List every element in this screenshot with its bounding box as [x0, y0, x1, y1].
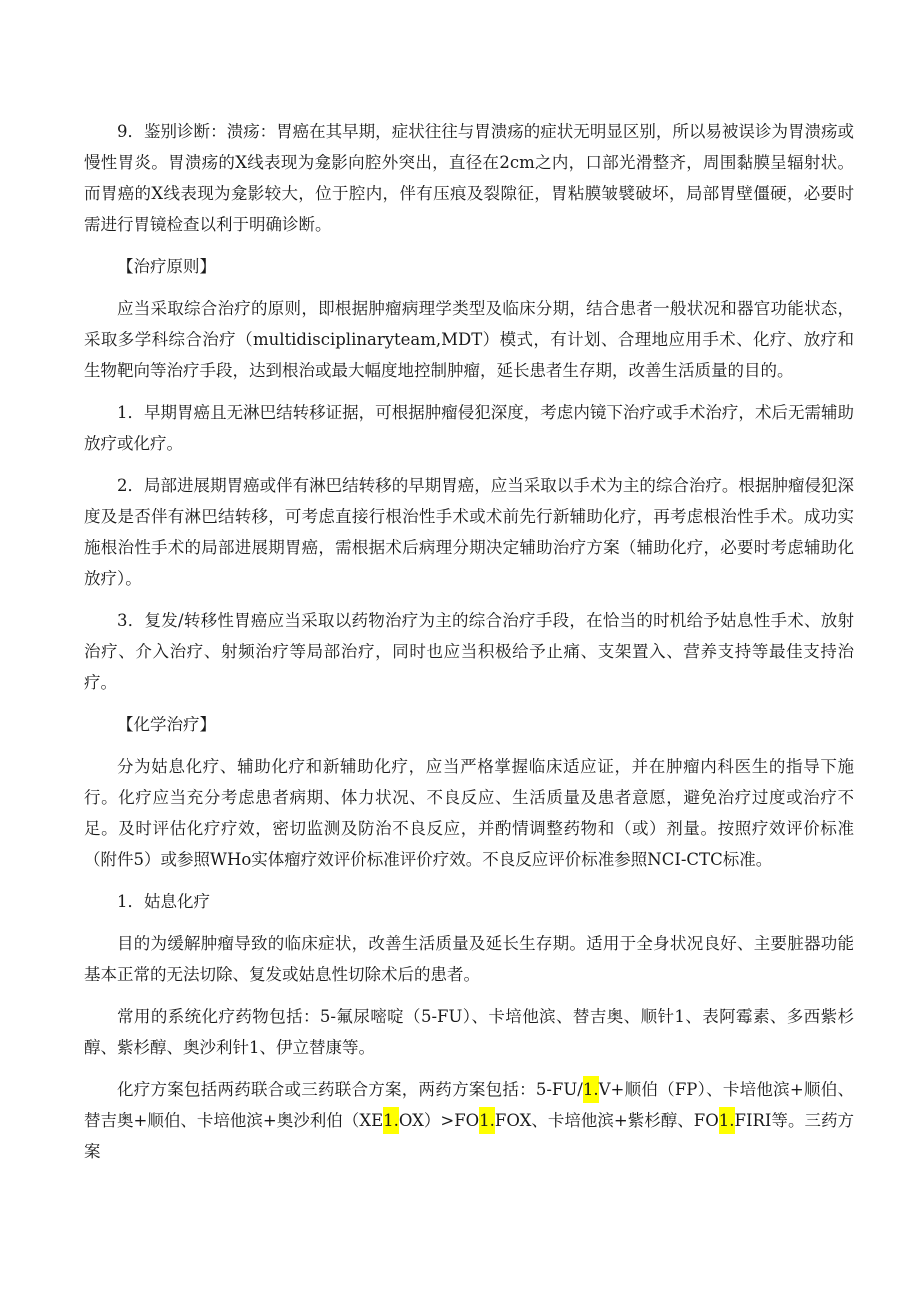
regimen-text-5: FIRI等。三药方案 [84, 1111, 854, 1161]
regimen-text-3: OX）>FO [398, 1111, 480, 1130]
heading-chemotherapy: 【化学治疗】 [117, 715, 216, 734]
highlight-mark: 1. [719, 1107, 735, 1134]
paragraph-comprehensive-treatment: 应当采取综合治疗的原则，即根据肿瘤病理学类型及临床分期，结合患者一般状况和器官功能状态，采取多学科综合治疗（multidisciplinaryteam,MDT）模式，有计划、合理地应用手术、化疗、放疗和生物靶向等治疗手段，达到根治或最大幅度地控制肿瘤，延长患者生存期，改善生活质量的目的。 [84, 299, 854, 380]
paragraph-palliative-purpose: 目的为缓解肿瘤导致的临床症状，改善生活质量及延长生存期。适用于全身状况良好、主要脏器功能基本正常的无法切除、复发或姑息性切除术后的患者。 [84, 934, 854, 984]
document-page [84, 116, 854, 1178]
paragraph-recurrent-metastatic: 3．复发/转移性胃癌应当采取以药物治疗为主的综合治疗手段，在恰当的时机给予姑息性手术、放射治疗、介入治疗、射频治疗等局部治疗，同时也应当积极给予止痛、支架置入、营养支持等最佳支持治疗。 [84, 611, 854, 692]
paragraph-common-drugs: 常用的系统化疗药物包括：5-氟尿嘧啶（5-FU）、卡培他滨、替吉奥、顺针1、表阿霉素、多西紫杉醇、紫杉醇、奥沙利针1、伊立替康等。 [84, 1007, 854, 1057]
regimen-text-1: 化疗方案包括两药联合或三药联合方案，两药方案包括：5-FU/ [117, 1080, 583, 1099]
paragraph-locally-advanced: 2．局部进展期胃癌或伴有淋巴结转移的早期胃癌，应当采取以手术为主的综合治疗。根据肿瘤侵犯深度及是否伴有淋巴结转移，可考虑直接行根治性手术或术前先行新辅助化疗，再考虑根治性手术。成功实施根治性手术的局部进展期胃癌，需根据术后病理分期决定辅助治疗方案（辅助化疗，必要时考虑辅助化放疗）。 [84, 476, 854, 588]
heading-palliative-chemotherapy: 1．姑息化疗 [117, 892, 210, 911]
regimen-text-2: V+顺伯（FP）、卡培他滨+顺伯、替吉奥+顺伯、卡培他滨+奥沙利伯（XE [84, 1080, 854, 1130]
paragraph-early-gastric-cancer: 1．早期胃癌且无淋巴结转移证据，可根据肿瘤侵犯深度，考虑内镜下治疗或手术治疗，术后无需辅助放疗或化疗。 [84, 403, 854, 453]
heading-treatment-principles: 【治疗原则】 [117, 257, 216, 276]
highlight-mark: 1. [479, 1107, 495, 1134]
paragraph-differential-diagnosis: 9．鉴别诊断：溃疡：胃癌在其早期，症状往往与胃溃疡的症状无明显区别，所以易被误诊为胃溃疡或慢性胃炎。胃溃疡的X线表现为龛影向腔外突出，直径在2cm之内，口部光滑整齐，周围黏膜呈辐射状。而胃癌的X线表现为龛影较大，位于腔内，伴有压痕及裂隙征，胃粘膜皱襞破坏，局部胃壁僵硬，必要时需进行胃镜检查以利于明确诊断。 [84, 122, 854, 234]
regimen-text-4: FOX、卡培他滨+紫杉醇、FO [494, 1111, 719, 1130]
highlight-mark: 1. [583, 1076, 599, 1103]
highlight-mark: 1. [383, 1107, 399, 1134]
paragraph-regimens [84, 1074, 854, 1167]
paragraph-chemotherapy-overview: 分为姑息化疗、辅助化疗和新辅助化疗，应当严格掌握临床适应证，并在肿瘤内科医生的指导下施行。化疗应当充分考虑患者病期、体力状况、不良反应、生活质量及患者意愿，避免治疗过度或治疗不足。及时评估化疗疗效，密切监测及防治不良反应，并酌情调整药物和（或）剂量。按照疗效评价标准（附件5）或参照WHo实体瘤疗效评价标准评价疗效。不良反应评价标准参照NCI-CTC标准。 [84, 757, 854, 869]
